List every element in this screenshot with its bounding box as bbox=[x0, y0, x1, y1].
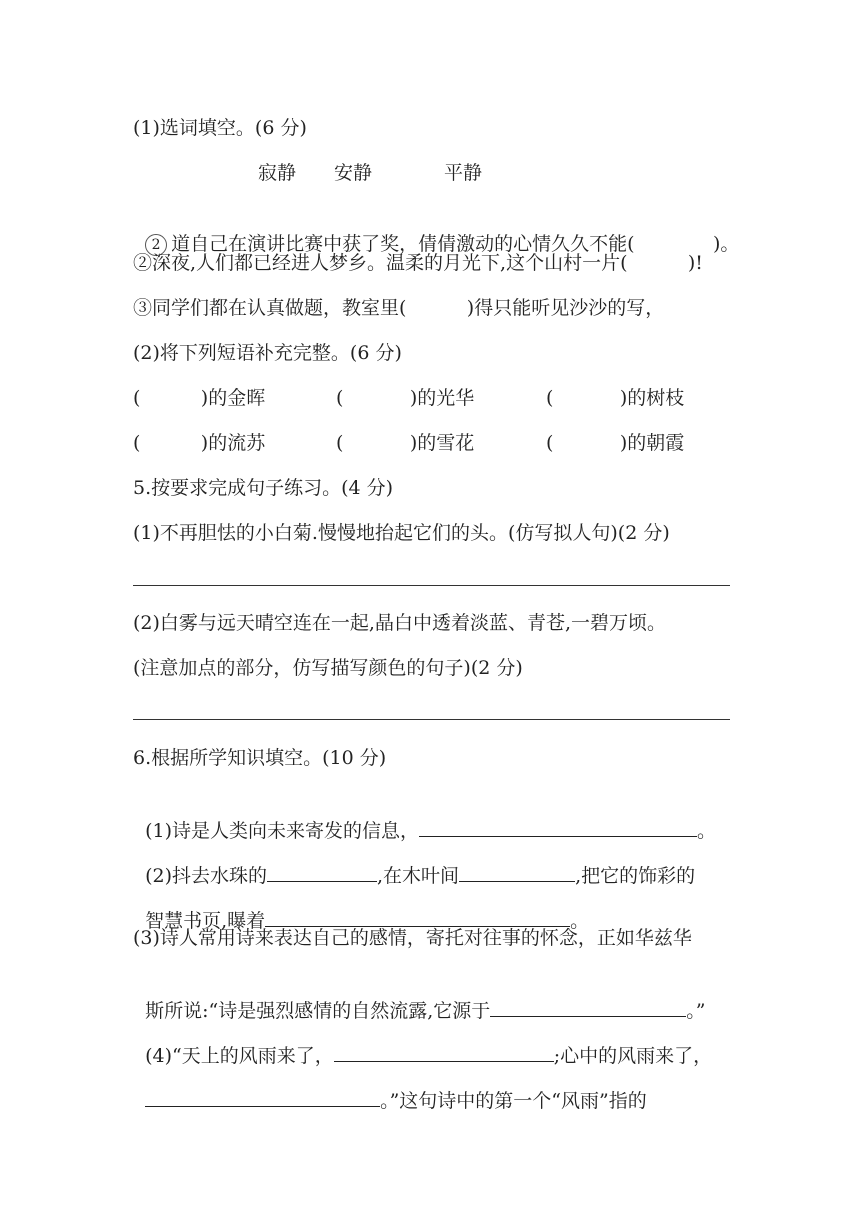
phrase-1: ( )的金晖 bbox=[133, 387, 266, 409]
question-6-2-text-a: (2)抖去水珠的 bbox=[145, 865, 268, 887]
question-6-2-text-d: 智慧书页,曝着 bbox=[145, 910, 266, 932]
fill-item-1-text: 道自己在演讲比赛中获了奖，倩倩激动的心情久久不能( )。 bbox=[171, 233, 740, 255]
question-5-1: (1)不再胆怯的小白菊.慢慢地抬起它们的头。(仿写拟人句)(2 分) bbox=[133, 522, 670, 544]
phrase-4: ( )的流苏 bbox=[133, 432, 266, 454]
phrase-6: ( )的朝霞 bbox=[546, 432, 685, 454]
word-choice-2: 安静 bbox=[334, 162, 373, 184]
punctuation: 。 bbox=[570, 910, 590, 932]
question-6-2-text-b: ,在木叶间 bbox=[377, 865, 460, 887]
question-6-3: (3)诗人常用诗来表达自己的感情，寄托对往事的怀念，正如华兹华 bbox=[133, 927, 692, 949]
question-6-4-text-a: (4)“天上的风雨来了， bbox=[145, 1045, 334, 1067]
punctuation: 。 bbox=[697, 820, 717, 842]
section-6-title: 6.根据所学知识填空。(10 分) bbox=[133, 747, 387, 769]
answer-line bbox=[133, 585, 730, 586]
question-5-2-note: (注意加点的部分，仿写描写颜色的句子)(2 分) bbox=[133, 657, 523, 679]
fill-blank bbox=[334, 1041, 554, 1062]
fill-blank bbox=[490, 996, 686, 1017]
fill-blank bbox=[145, 1086, 380, 1107]
fill-blank bbox=[419, 816, 697, 837]
circled-number-marker: 2 bbox=[145, 234, 167, 256]
question-6-4-text-b: ;心中的风雨来了， bbox=[553, 1045, 713, 1067]
answer-line bbox=[133, 719, 730, 720]
fill-blank bbox=[267, 861, 377, 882]
word-choice-3: 平静 bbox=[444, 162, 483, 184]
question-6-2-text-c: ,把它的饰彩的 bbox=[575, 865, 696, 887]
question-4-2-title: (2)将下列短语补充完整。(6 分) bbox=[133, 342, 402, 364]
phrase-5: ( )的雪花 bbox=[336, 432, 475, 454]
fill-blank bbox=[459, 861, 575, 882]
question-6-3-text-b: 斯所说:“诗是强烈感情的自然流露,它源于 bbox=[145, 1000, 491, 1022]
question-6-4-text-c: 。”这句诗中的第一个“风雨”指的 bbox=[380, 1090, 647, 1112]
question-6-1-text: (1)诗是人类向未来寄发的信息， bbox=[145, 820, 420, 842]
question-4-1-title: (1)选词填空。(6 分) bbox=[133, 117, 307, 139]
phrase-3: ( )的树枝 bbox=[546, 387, 685, 409]
question-5-2: (2)白雾与远天晴空连在一起,晶白中透着淡蓝、青苍,一碧万顷。 bbox=[133, 612, 666, 634]
fill-item-2: ②深夜,人们都已经进人梦乡。温柔的月光下,这个山村一片( )! bbox=[133, 252, 703, 274]
question-6-4-cont bbox=[133, 1060, 647, 1114]
word-choice-1: 寂静 bbox=[258, 162, 297, 184]
punctuation: 。” bbox=[686, 1000, 706, 1022]
fill-item-3: ③同学们都在认真做题，教室里( )得只能听见沙沙的写， bbox=[133, 297, 665, 319]
fill-blank bbox=[265, 906, 570, 927]
section-5-title: 5.按要求完成句子练习。(4 分) bbox=[133, 477, 394, 499]
phrase-2: ( )的光华 bbox=[336, 387, 475, 409]
